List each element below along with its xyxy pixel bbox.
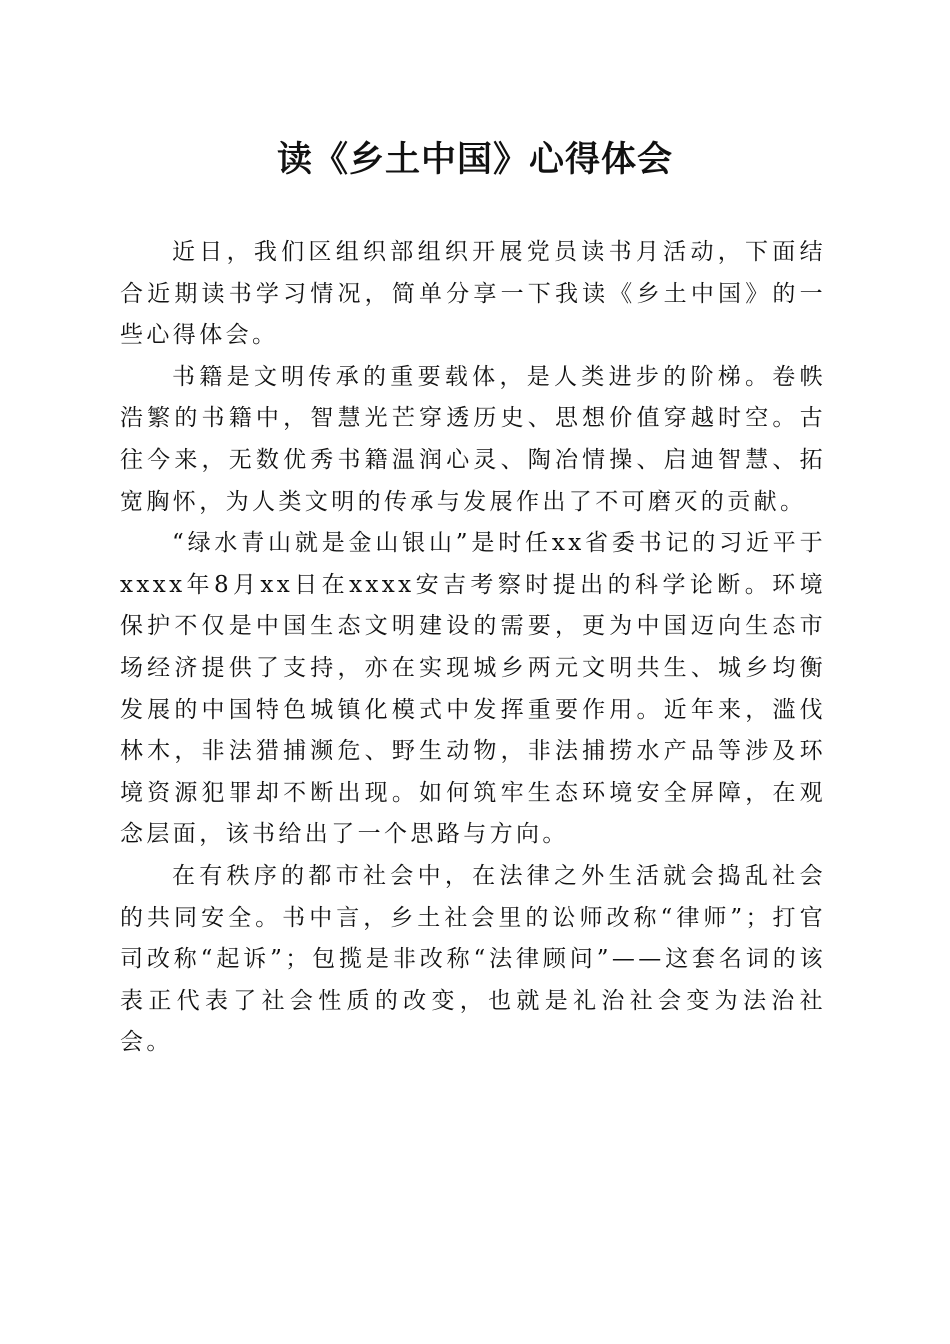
paragraph-intro: 近日，我们区组织部组织开展党员读书月活动，下面结合近期读书学习情况，简单分享一下我读《乡土中国》的一些心得体会。 bbox=[120, 239, 826, 349]
paragraph-law: 在有秩序的都市社会中，在法律之外生活就会捣乱社会的共同安全。书中言，乡土社会里的讼师改称“律师”；打官司改称“起诉”；包揽是非改称“法律顾问”——这套名词的该表正代表了社会性质的改变，也就是礼治社会变为法治社会。 bbox=[120, 862, 826, 1056]
document-title: 读《乡土中国》心得体会 bbox=[276, 139, 673, 180]
document-body bbox=[120, 232, 826, 1064]
paragraph-ecology: “绿水青山就是金山银山”是时任xx省委书记的习近平于xxxx年8月xx日在xxxx安吉考察时提出的科学论断。环境保护不仅是中国生态文明建设的需要，更为中国迈向生态市场经济提供了支持，亦在实现城乡两元文明共生、城乡均衡发展的中国特色城镇化模式中发挥重要作用。近年来，滥伐林木，非法猎捕濒危、野生动物，非法捕捞水产品等涉及环境资源犯罪却不断出现。如何筑牢生态环境安全屏障，在观念层面，该书给出了一个思路与方向。 bbox=[120, 530, 826, 848]
paragraph-books: 书籍是文明传承的重要载体，是人类进步的阶梯。卷帙浩繁的书籍中，智慧光芒穿透历史、思想价值穿越时空。古往今来，无数优秀书籍温润心灵、陶冶情操、启迪智慧、拓宽胸怀，为人类文明的传承与发展作出了不可磨灭的贡献。 bbox=[120, 363, 826, 515]
